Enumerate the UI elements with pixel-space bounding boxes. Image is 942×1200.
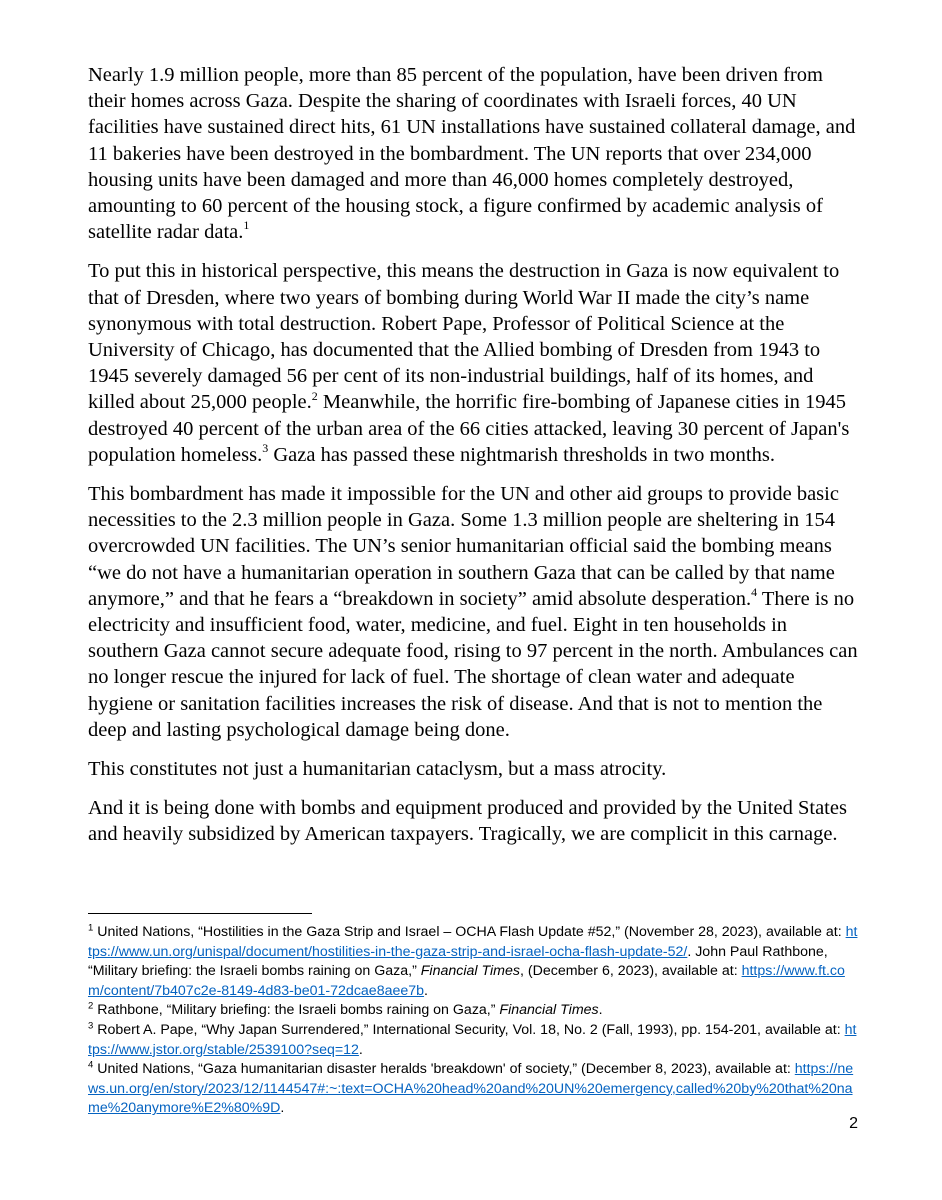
footnote-text: . [598, 1002, 603, 1019]
footnote-publication: Financial Times [420, 963, 520, 980]
paragraph-text: This bombardment has made it impossible for the UN and other aid groups to provide basic necessities to the 2.3 million people in Gaza. Some 1.3 million people are sheltering in 154 overcrowded UN facilities. The UN’s senior humanitarian official said the bombing means “we do not have a humanitarian operation in southern Gaza that can be called by that name anymore,” and that he fears a “breakdown in society” amid absolute desperation. [88, 483, 839, 610]
paragraph-humanitarian-conditions [88, 481, 860, 743]
paragraph-text: To put this in historical perspective, this means the destruction in Gaza is now equivalent to that of Dresden, where two years of bombing during World War II made the city’s name synonymous with total destruction. Robert Pape, Professor of Political Science at the University of Chicago, has documented that the Allied bombing of Dresden from 1943 to 1945 severely damaged 56 per cent of its non-industrial buildings, half of its homes, and killed about 25,000 people. [88, 260, 840, 414]
footnote-text: . [358, 1041, 363, 1058]
footnote-text: . John Paul Rathbone, “Military briefing: the Israeli bombs raining on Gaza,” [88, 943, 828, 980]
footnote-1 [88, 923, 860, 1001]
footnote-ref-3[interactable]: 3 [262, 441, 269, 456]
footnote-3 [88, 1021, 860, 1060]
footnote-text: . [280, 1100, 285, 1117]
paragraph-historical-perspective [88, 258, 860, 468]
footnote-text: Rathbone, “Military briefing: the Israeli bombs raining on Gaza,” [93, 1002, 500, 1019]
footnote-text: . [424, 982, 428, 999]
footnote-number: 3 [88, 1020, 94, 1032]
footnote-publication: Financial Times [499, 1002, 599, 1019]
paragraph-mass-atrocity [88, 756, 860, 782]
paragraph-complicity [88, 795, 860, 847]
footnote-2 [88, 1001, 860, 1021]
footnote-number: 4 [88, 1059, 94, 1071]
footnote-ref-1[interactable]: 1 [243, 218, 250, 233]
paragraph-text: Gaza has passed these nightmarish thresholds in two months. [268, 443, 775, 466]
footnote-link-jstor[interactable]: https://www.jstor.org/stable/2539100?seq=12 [88, 1021, 857, 1058]
footnote-ref-2[interactable]: 2 [311, 388, 318, 403]
footnote-number: 2 [88, 1000, 94, 1012]
page-number: 2 [849, 1115, 858, 1132]
document-body [88, 62, 860, 861]
footnote-text: , (December 6, 2023), available at: [519, 963, 742, 980]
paragraph-text: Meanwhile, the horrific fire-bombing of Japanese cities in 1945 destroyed 40 percent of the urban area of the 66 cities attacked, leaving 30 percent of Japan's population homeless. [88, 391, 850, 466]
footnotes [88, 923, 860, 1119]
footnote-link-un-ocha[interactable]: https://www.un.org/unispal/document/hostilities-in-the-gaza-strip-and-israel-ocha-flash-update-52/ [88, 924, 858, 960]
footnote-separator [88, 913, 312, 914]
paragraph-text: Nearly 1.9 million people, more than 85 percent of the population, have been driven from their homes across Gaza. Despite the sharing of coordinates with Israeli forces, 40 UN facilities have sustained direct hits, 61 UN installations have sustained collateral damage, and 11 bakeries have been destroyed in the bombardment. The UN reports that over 234,000 housing units have been damaged and more than 46,000 homes completely destroyed, amounting to 60 percent of the housing stock, a figure confirmed by academic analysis of satellite radar data. [88, 64, 856, 244]
paragraph-text: There is no electricity and insufficient food, water, medicine, and fuel. Eight in ten households in southern Gaza cannot secure adequate food, rising to 97 percent in the north. Ambulances can no longer rescue the injured for lack of fuel. The shortage of clean water and adequate hygiene or sanitation facilities increases the risk of disease. And that is not to mention the deep and lasting psychological damage being done. [88, 587, 858, 741]
paragraph-text: And it is being done with bombs and equipment produced and provided by the United States and heavily subsidized by American taxpayers. Tragically, we are complicit in this carnage. [88, 797, 847, 846]
paragraph-text: This constitutes not just a humanitarian cataclysm, but a mass atrocity. [88, 758, 667, 781]
footnote-text: Robert A. Pape, “Why Japan Surrendered,” International Security, Vol. 18, No. 2 (Fall, 1993), pp. 154-201, available at: [93, 1021, 845, 1038]
paragraph-displacement [88, 62, 860, 245]
footnote-4 [88, 1060, 860, 1119]
footnote-number: 1 [88, 922, 94, 934]
footnote-text: United Nations, “Gaza humanitarian disaster heralds 'breakdown' of society,” (December 8, 2023), available at: [93, 1061, 795, 1078]
footnote-link-ft[interactable]: https://www.ft.com/content/7b407c2e-8149-4d83-be01-72dcae8aee7b [88, 963, 845, 999]
footnote-link-un-news[interactable]: https://news.un.org/en/story/2023/12/1144547#:~:text=OCHA%20head%20and%20UN%20emergency,called%20by%20that%20name%20anymore%E2%80%9D [88, 1061, 854, 1117]
footnote-text: United Nations, “Hostilities in the Gaza Strip and Israel – OCHA Flash Update #52,” (November 28, 2023), available at: [93, 924, 846, 940]
footnote-ref-4[interactable]: 4 [751, 585, 758, 600]
